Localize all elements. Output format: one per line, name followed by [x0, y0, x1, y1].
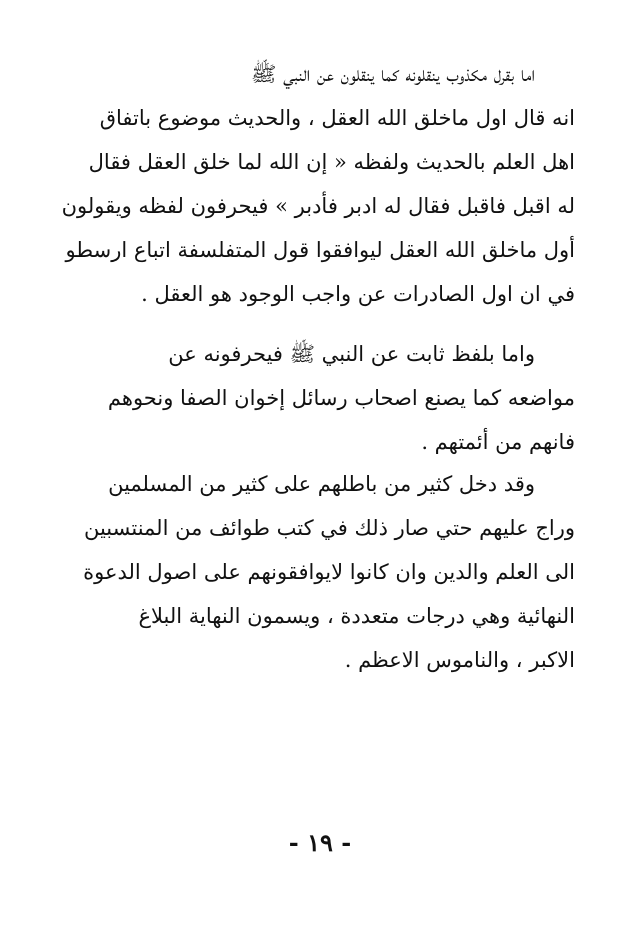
text-line: انه قال اول ماخلق الله العقل ، والحديث موضوع باتفاق — [99, 106, 575, 130]
text-line: له اقبل فاقبل فقال له ادبر فأدبر » فيحرفون لفظه ويقولون — [61, 194, 575, 218]
text-line: مواضعه كما يصنع اصحاب رسائل إخوان الصفا ونحوهم — [107, 386, 575, 410]
text-line: وراج عليهم حتي صار ذلك في كتب طوائف من المنتسبين — [83, 516, 575, 540]
paragraph-2 — [60, 332, 575, 464]
text-line: اما بقرل مكذوب ينقلونه كما ينقلون عن النبي ﷺ — [251, 62, 535, 86]
text-line: واما بلفظ ثابت عن النبي ﷺ فيحرفونه عن — [168, 342, 535, 366]
paragraph-1 — [60, 52, 575, 316]
text-line: الاكبر ، والناموس الاعظم . — [344, 648, 575, 672]
text-line: في ان اول الصادرات عن واجب الوجود هو العقل . — [141, 282, 575, 306]
text-line: أول ماخلق الله العقل ليوافقوا قول المتفلسفة اتباع ارسطو — [65, 238, 575, 262]
text-line: النهائية وهي درجات متعددة ، ويسمون النهاية البلاغ — [138, 604, 575, 628]
page-number: - ١٩ - — [288, 828, 352, 857]
paragraph-3 — [60, 462, 575, 682]
text-line: اهل العلم بالحديث ولفظه « إن الله لما خلق العقل فقال — [88, 150, 575, 174]
text-line: وقد دخل كثير من باطلهم على كثير من المسلمين — [108, 472, 535, 496]
text-line: فانهم من أئمتهم . — [421, 430, 575, 454]
text-line: الى العلم والدين وان كانوا لايوافقونهم على اصول الدعوة — [83, 560, 575, 584]
